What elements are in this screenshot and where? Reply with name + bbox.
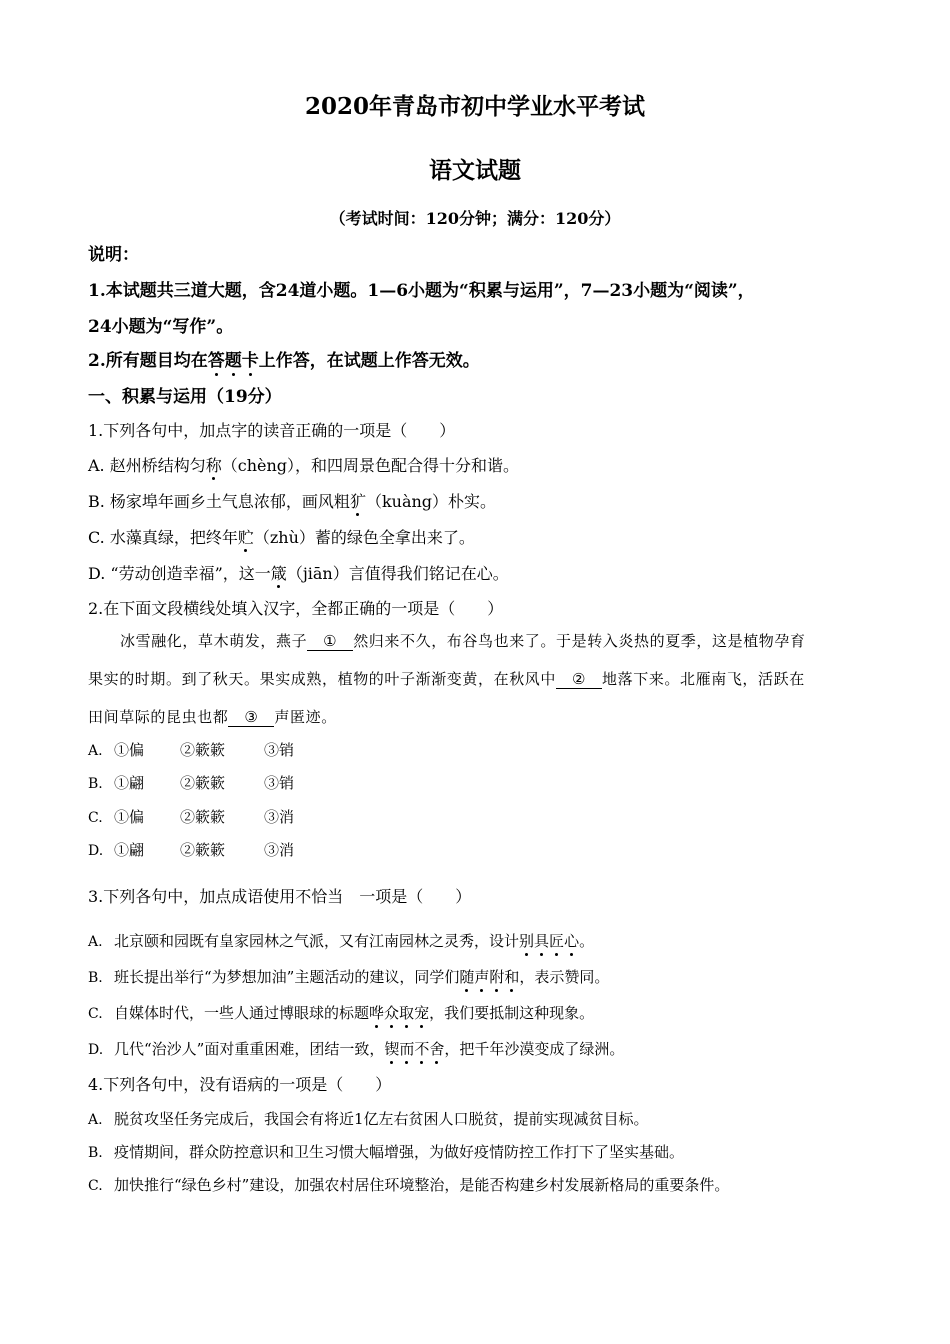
dotted-char: 答 <box>207 351 225 371</box>
option-text: ，表示赞同。 <box>519 968 610 986</box>
option-text: C. 水藻真绿，把终年 <box>88 528 238 547</box>
q3-option-a <box>88 930 594 951</box>
passage-line-2 <box>88 668 805 689</box>
dotted-char: 锲 <box>384 1040 400 1058</box>
option-text: 加快推行“绿色乡村”建设，加强农村居住环境整治，是能否构建乡村发展新格局的重要条件。 <box>114 1176 730 1194</box>
option-text: ，把千年沙漠变成了绿洲。 <box>444 1040 625 1058</box>
q1-option-a <box>88 453 519 476</box>
dotted-char: 和 <box>504 968 520 986</box>
option-choice: ①偏 <box>114 808 145 826</box>
option-text: A. 赵州桥结构匀 <box>88 456 206 475</box>
dotted-char: 犷 <box>349 492 366 511</box>
passage-line-3 <box>88 706 337 727</box>
instruction-2 <box>88 346 480 371</box>
option-text: 班长提出举行“为梦想加油”主题活动的建议，同学们 <box>114 968 460 986</box>
passage-text: 地落下来。北雁南飞，活跃在 <box>602 670 805 688</box>
option-choice: ②簌簌 <box>180 808 226 826</box>
passage-text: 田间草际的昆虫也都 <box>88 708 229 726</box>
dotted-char: 心 <box>564 932 580 950</box>
dotted-char: 而 <box>399 1040 415 1058</box>
option-letter: C. <box>88 1178 103 1194</box>
option-letter: C. <box>88 810 103 826</box>
q3-option-d <box>88 1038 624 1059</box>
passage-line-1 <box>120 630 806 651</box>
passage-text: 冰雪融化，草木萌发，燕子 <box>120 632 308 650</box>
q3-stem: 3.下列各句中，加点成语使用不恰当 一项是（ ） <box>88 887 472 906</box>
q2-option-b <box>88 772 294 793</box>
option-choice: ②簌簌 <box>180 741 226 759</box>
dotted-char: 题 <box>224 351 242 371</box>
sub-title: 语文试题 <box>429 157 521 184</box>
exam-info: （考试时间：120分钟；满分：120分） <box>329 209 621 228</box>
option-letter: B. <box>88 970 103 986</box>
dotted-char: 称 <box>205 456 222 475</box>
option-text: 。 <box>579 932 595 950</box>
option-text: （jiān）言值得我们铭记在心。 <box>286 564 509 583</box>
dotted-char: 随 <box>459 968 475 986</box>
passage-text: 然归来不久，布谷鸟也来了。于是转入炎热的夏季，这是植物孕育 <box>353 632 806 650</box>
q1-option-d <box>88 561 509 584</box>
blank-1: ① <box>307 633 353 651</box>
option-letter: D. <box>88 1042 104 1058</box>
q1-stem: 1.下列各句中，加点字的读音正确的一项是（ ） <box>88 421 456 440</box>
dotted-char: 声 <box>474 968 490 986</box>
dotted-char: 宠 <box>414 1004 430 1022</box>
dotted-char: 附 <box>489 968 505 986</box>
option-text: 疫情期间，群众防控意识和卫生习惯大幅增强，为做好疫情防控工作打下了坚实基础。 <box>114 1143 685 1161</box>
q2-option-a <box>88 739 294 760</box>
option-letter: B. <box>88 776 103 792</box>
instructions-label: 说明： <box>88 245 139 265</box>
q4-option-a <box>88 1108 649 1129</box>
q1-option-b <box>88 489 496 512</box>
option-letter: A. <box>88 743 103 759</box>
option-text: 自媒体时代，一些人通过博眼球的标题 <box>114 1004 370 1022</box>
option-text: 北京颐和园既有皇家园林之气派，又有江南园林之灵秀，设计 <box>114 932 520 950</box>
option-letter: B. <box>88 1145 103 1161</box>
dotted-char: 匠 <box>549 932 565 950</box>
option-choice: ①偏 <box>114 741 145 759</box>
q4-option-c <box>88 1174 729 1195</box>
dotted-char: 箴 <box>270 564 287 583</box>
q4-stem: 4.下列各句中，没有语病的一项是（ ） <box>88 1075 392 1094</box>
option-choice: ③消 <box>264 841 295 859</box>
passage-text: 果实的时期。到了秋天。果实成熟，植物的叶子渐渐变黄，在秋风中 <box>88 670 557 688</box>
passage-text: 声匿迹。 <box>274 708 337 726</box>
dotted-char: 众 <box>384 1004 400 1022</box>
option-text: （kuàng）朴实。 <box>365 492 497 511</box>
option-text: D. “劳动创造幸福”，这一 <box>88 564 271 583</box>
instruction-2-pre: 2.所有题目均在 <box>88 351 208 371</box>
dotted-char: 舍 <box>429 1040 445 1058</box>
option-letter: A. <box>88 1112 103 1128</box>
dotted-char: 哗 <box>369 1004 385 1022</box>
option-text: ，我们要抵制这种现象。 <box>429 1004 595 1022</box>
dotted-char: 贮 <box>237 528 254 547</box>
option-choice: ①翩 <box>114 841 145 859</box>
option-text: B. 杨家埠年画乡土气息浓郁，画风粗 <box>88 492 350 511</box>
dotted-char: 取 <box>399 1004 415 1022</box>
option-text: 几代“治沙人”面对重重困难，团结一致， <box>114 1040 385 1058</box>
option-choice: ③销 <box>264 774 295 792</box>
option-choice: ③销 <box>264 741 295 759</box>
option-text: （zhù）蓄的绿色全拿出来了。 <box>253 528 475 547</box>
q3-option-b <box>88 966 609 987</box>
option-text: 脱贫攻坚任务完成后，我国会有将近1亿左右贫困人口脱贫，提前实现减贫目标。 <box>114 1110 649 1128</box>
option-text: （chèng），和四周景色配合得十分和谐。 <box>221 456 520 475</box>
instruction-2-post: 上作答，在试题上作答无效。 <box>258 351 480 371</box>
option-choice: ③消 <box>264 808 295 826</box>
instruction-1-line-1: 1.本试题共三道大题，含24道小题。1—6小题为“积累与运用”，7—23小题为“阅读”， <box>88 281 755 301</box>
blank-2: ② <box>556 671 602 689</box>
q2-option-c <box>88 806 294 827</box>
option-choice: ②簌簌 <box>180 774 226 792</box>
option-choice: ①翩 <box>114 774 145 792</box>
option-letter: D. <box>88 843 104 859</box>
option-letter: C. <box>88 1006 103 1022</box>
q3-option-c <box>88 1002 594 1023</box>
q1-option-c <box>88 525 475 548</box>
dotted-char: 不 <box>414 1040 430 1058</box>
dotted-char: 具 <box>534 932 550 950</box>
dotted-char: 别 <box>519 932 535 950</box>
q4-option-b <box>88 1141 684 1162</box>
option-choice: ②簌簌 <box>180 841 226 859</box>
dotted-char: 卡 <box>241 351 259 371</box>
main-title: 2020年青岛市初中学业水平考试 <box>304 93 645 120</box>
q2-stem: 2.在下面文段横线处填入汉字，全都正确的一项是（ ） <box>88 599 504 618</box>
option-letter: A. <box>88 934 103 950</box>
q2-option-d <box>88 839 294 860</box>
blank-3: ③ <box>228 709 274 727</box>
section-1-heading: 一、积累与运用（19分） <box>88 387 282 407</box>
instruction-1-line-2: 24小题为“写作”。 <box>88 317 234 337</box>
